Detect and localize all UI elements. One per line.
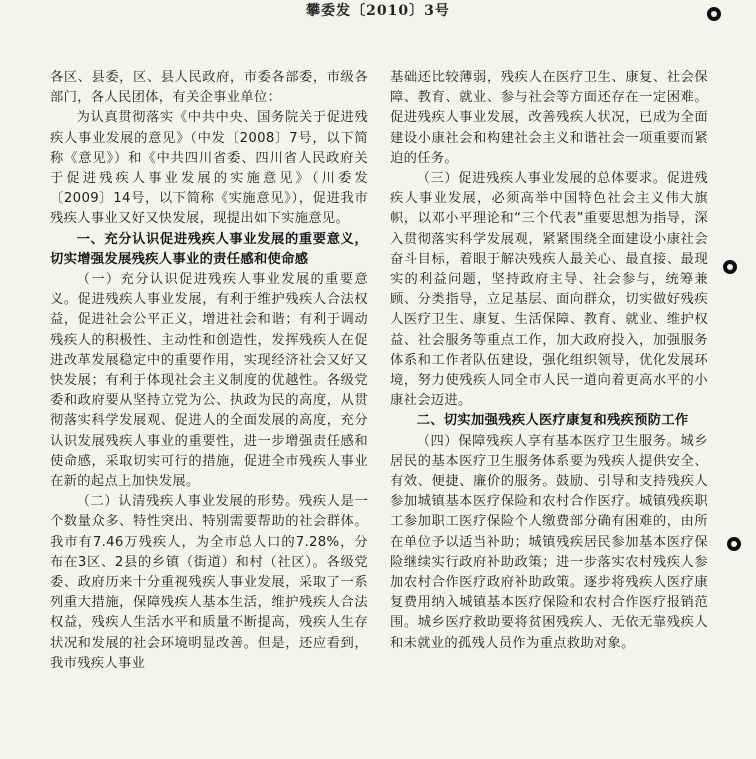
paragraph-continuation: 基础还比较薄弱，残疾人在医疗卫生、康复、社会保障、教育、就业、参与社会等方面还存在一定困难。促进残疾人事业发展，改善残疾人状况，已成为全面建设小康社会和构建社会主义和谐社会一项重要而紧迫的任务。: [390, 70, 708, 166]
right-column: [390, 68, 708, 654]
paragraph-item-1: （一）充分认识促进残疾人事业发展的重要意义。促进残疾人事业发展，有利于维护残疾人合法权益，促进社会公平正义，增进社会和谐；有利于调动残疾人的积极性、主动性和创造性，发挥残疾人在促进改革发展稳定中的重要作用，实现经济社会又好又快发展；有利于体现社会主义制度的优越性。各级党委和政府要从坚持立党为公、执政为民的高度，从贯彻落实科学发展观、促进人的全面发展的高度，充分认识发展残疾人事业的重要性，进一步增强责任感和使命感，采取切实可行的措施，促进全市残疾人事业在新的起点上加快发展。: [50, 272, 368, 490]
preamble-paragraph: 为认真贯彻落实《中共中央、国务院关于促进残疾人事业发展的意见》（中发〔2008〕7号，以下简称《意见》）和《中共四川省委、四川省人民政府关于促进残疾人事业发展的实施意见》（川委发〔2009〕14号，以下简称《实施意见》），促进我市残疾人事业又好又快发展，现提出如下实施意见。: [50, 110, 368, 227]
punch-hole-bottom: [727, 537, 741, 551]
paragraph-item-2: （二）认清残疾人事业发展的形势。残疾人是一个数量众多、特性突出、特别需要帮助的社会群体。我市有7.46万残疾人，为全市总人口的7.28%，分布在3区、2县的乡镇（街道）和村（社区）。各级党委、政府历来十分重视残疾人事业发展，采取了一系列重大措施，保障残疾人基本生活，维护残疾人合法权益，残疾人生活水平和质量不断提高，残疾人生存状况和发展的社会环境明显改善。但是，还应看到，我市残疾人事业: [50, 494, 368, 671]
left-column: [50, 68, 368, 674]
punch-hole-middle: [723, 260, 737, 274]
salutation: 各区、县委，区、县人民政府，市委各部委，市级各部门，各人民团体，有关企事业单位：: [50, 70, 368, 106]
section-heading-2: 二、切实加强残疾人医疗康复和残疾预防工作: [416, 413, 689, 429]
paragraph-item-3: （三）促进残疾人事业发展的总体要求。促进残疾人事业发展，必须高举中国特色社会主义伟大旗帜，以邓小平理论和“三个代表”重要思想为指导，深入贯彻落实科学发展观，紧紧围绕全面建设小康社会奋斗目标，着眼于解决残疾人最关心、最直接、最现实的利益问题，坚持政府主导、社会参与，统筹兼顾、分类指导，立足基层、面向群众，切实做好残疾人医疗卫生、康复、生活保障、教育、就业、维护权益、社会服务等重点工作，加大政府投入，加强服务体系和工作者队伍建设，强化组织领导，优化发展环境，努力使残疾人同全市人民一道向着更高水平的小康社会迈进。: [390, 171, 708, 409]
page-header: 攀委发〔2010〕3号: [306, 3, 450, 19]
punch-hole-top: [707, 7, 721, 21]
paragraph-item-4: （四）保障残疾人享有基本医疗卫生服务。城乡居民的基本医疗卫生服务体系要为残疾人提供安全、有效、便捷、廉价的服务。鼓励、引导和支持残疾人参加城镇基本医疗保险和农村合作医疗。城镇残疾职工参加职工医疗保险个人缴费部分确有困难的，由所在单位予以适当补助；城镇残疾居民参加基本医疗保险继续实行政府补助政策；进一步落实农村残疾人参加农村合作医疗政府补助政策。逐步将残疾人医疗康复费用纳入城镇基本医疗保险和农村合作医疗报销范围。城乡医疗救助要将贫困残疾人、无依无靠残疾人和未就业的孤残人员作为重点救助对象。: [390, 433, 708, 651]
section-heading-1: 一、充分认识促进残疾人事业发展的重要意义，切实增强发展残疾人事业的责任感和使命感: [50, 231, 368, 267]
